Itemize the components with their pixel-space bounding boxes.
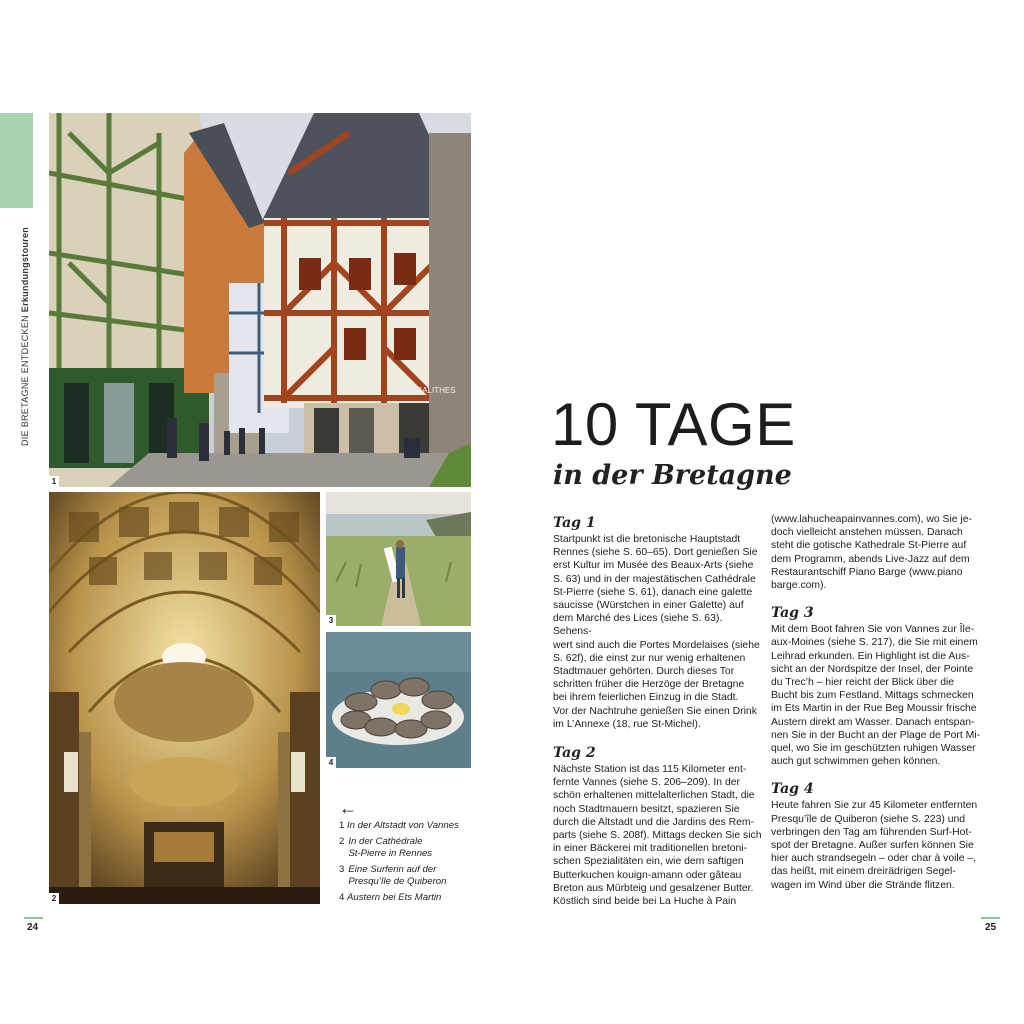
caption-1 xyxy=(339,820,469,833)
running-head xyxy=(20,227,30,446)
page-number-rule-left xyxy=(24,917,43,919)
running-head-chapter: Erkundungstouren xyxy=(20,226,30,313)
caption-3 xyxy=(339,864,469,889)
day-text: Startpunkt ist die bretonische Hauptstadt Rennes (siehe S. 60–65). Dort genießen Sie erst Kultur im Musée des Beaux-Arts (siehe S. 63) und in der majestätischen Cathédrale St-Pierre (siehe S. 61), danach eine galette saucisse (Würstchen in einer Galette) auf dem Marché des Lices (siehe S. 63). Sehens- wert sind auch die Portes Mordelaises (siehe S. 62f), die einst zur nur wenig erhaltenen Stadtmauer gehörten. Durch dieses Tor schritten früher die Herzöge der Bretagne bei ihrem feierlichen Einzug in die Stadt. Vor der Nachtruhe genießen Sie einen Drink im L’Annexe (18, rue St-Michel). xyxy=(553,534,760,730)
day-heading: Tag 3 xyxy=(771,605,814,622)
photo-number-2: 2 xyxy=(49,893,59,904)
photo-captions xyxy=(339,820,469,908)
day-heading: Tag 2 xyxy=(553,745,596,762)
text-column-right xyxy=(771,513,983,901)
caption-text: Eine Surferin auf der Presqu’île de Quiberon xyxy=(348,863,447,888)
day-heading: Tag 4 xyxy=(771,781,814,798)
caption-4 xyxy=(339,892,469,905)
photo-number-3: 3 xyxy=(326,615,336,626)
caption-2 xyxy=(339,836,469,861)
day-text: Heute fahren Sie zur 45 Kilometer entfernten Presqu’île de Quiberon (siehe S. 223) und verbringen den Tag am führenden Surf-Hot- spot der Bretagne. Außer surfen können Sie hier auch strandsegeln – oder char à voile –, das heißt, mit einem dreirädrigen Segel- wagen im Wind über die Strände flitzen. xyxy=(771,800,978,891)
caption-text: Austern bei Ets Martin xyxy=(347,891,442,903)
photo-surfer-quiberon xyxy=(326,492,471,626)
caption-text: In der Altstadt von Vannes xyxy=(347,820,459,831)
photo-number-1: 1 xyxy=(49,476,59,487)
day-heading: Tag 1 xyxy=(553,515,596,531)
shop-sign: MEGALITHES xyxy=(404,386,456,395)
page-title: 10 TAGE xyxy=(551,391,796,458)
page-number-left: 24 xyxy=(27,922,39,933)
day-text: Mit dem Boot fahren Sie von Vannes zur Île- aux-Moines (siehe S. 217), die Sie mit einem Leihrad erkunden. Ein Highlight ist die Aus- sicht an der Nordspitze der Insel, der Pointe du Trec’h – hier reicht der Blick über die Bucht bis zum Festland. Mittags schmecken im Ets Martin in der Rue Beg Moussir frische Austern direkt am Wasser. Danach entspan- nen Sie in der Bucht an der Plage de Port Mi- quel, wo Sie im geschützten ruhigen Wasser auch gut schwimmen gehen können. xyxy=(771,624,981,768)
photo-number-4: 4 xyxy=(326,757,336,768)
caption-num: 1 xyxy=(339,820,345,831)
page-number-right: 25 xyxy=(985,922,997,933)
section-color-tab xyxy=(0,113,33,208)
caption-arrow-icon: ← xyxy=(339,798,357,818)
photo-vannes-old-town xyxy=(49,113,471,487)
running-head-section: DIE BRETAGNE ENTDECKEN xyxy=(20,315,30,446)
photo-oysters xyxy=(326,632,471,768)
text-column-left xyxy=(553,515,763,917)
day-text: Nächste Station ist das 115 Kilometer ent- fernte Vannes (siehe S. 206–209). In der schön erhaltenen mittelalterlichen Stadt, die noch Stadtmauern besitzt, spazieren Sie durch die Altstadt und die Jardins des Rem- parts (siehe S. 208f). Mittags decken Sie sich in einer Bäckerei mit traditionellen bretoni- schen Spezialitäten ein, wie dem saftigen Butterkuchen kouign-amann oder gâteau Breton aus Mürbteig und gesalzener Butter. Köstlich sind beide bei La Huche à Pain xyxy=(553,764,762,908)
caption-num: 2 xyxy=(339,835,345,847)
page-number-rule-right xyxy=(981,917,1000,919)
caption-num: 3 xyxy=(339,863,345,875)
caption-num: 4 xyxy=(339,891,345,903)
caption-text: In der Cathédrale St-Pierre in Rennes xyxy=(348,835,433,860)
page-subtitle: in der Bretagne xyxy=(553,460,792,491)
photo-cathedral-interior xyxy=(49,492,320,904)
day-text-continued: (www.lahucheapainvannes.com), wo Sie je- doch vielleicht anstehen müssen. Danach steht die gotische Kathedrale St-Pierre auf dem Programm, abends Live-Jazz auf dem Restaurantschiff Piano Barge (www.piano barge.com). xyxy=(771,514,972,592)
